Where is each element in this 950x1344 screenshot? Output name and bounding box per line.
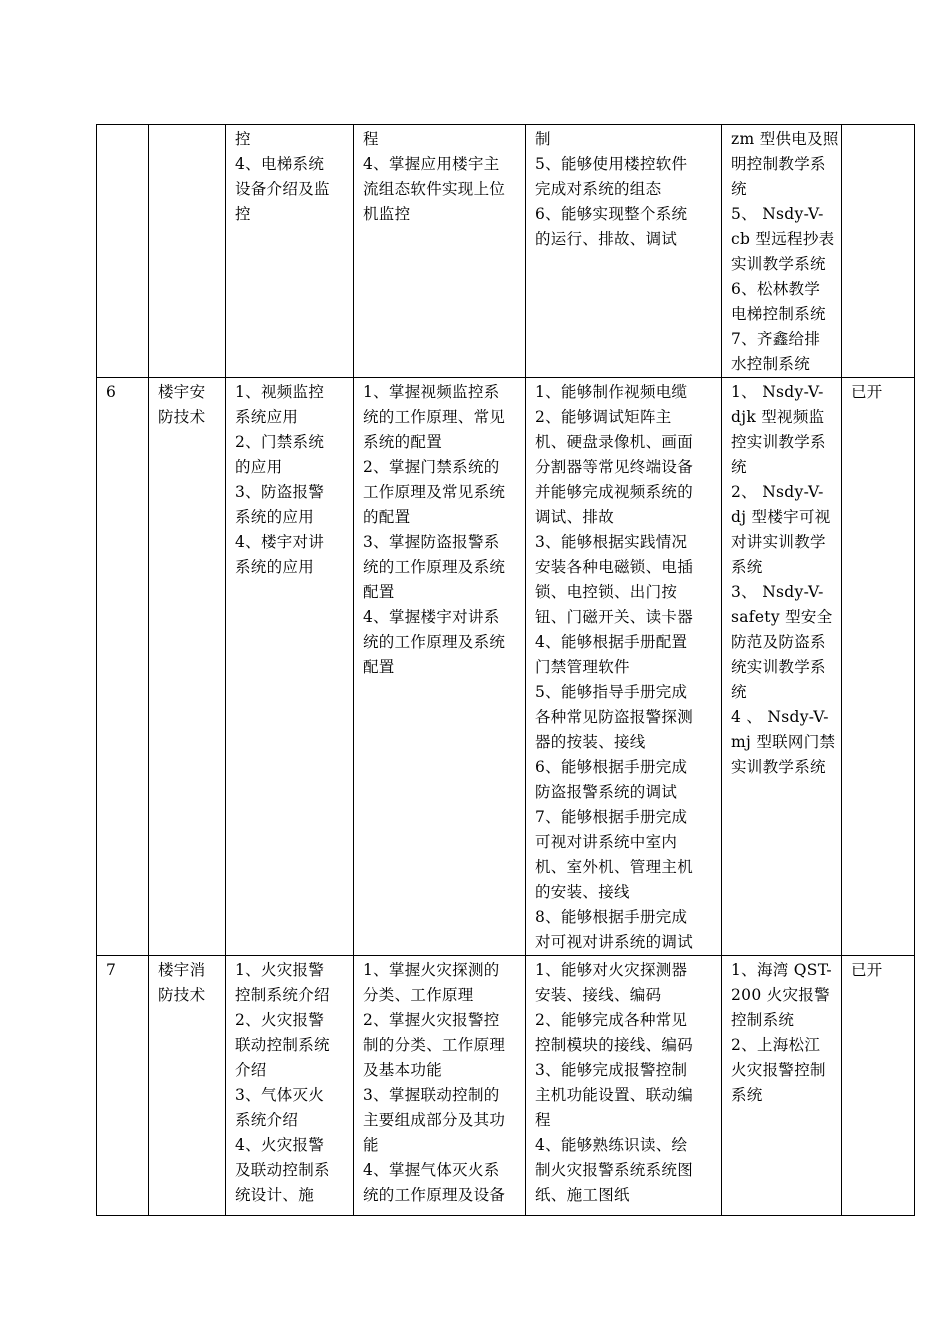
teaching-content-cell <box>226 378 354 956</box>
cell-line: 钮、门磁开关、读卡器 <box>535 608 694 626</box>
cell-line: 楼宇安 <box>158 383 206 401</box>
cell-line: 安装各种电磁锁、电插 <box>535 558 694 576</box>
cell-line: 防技术 <box>158 408 206 426</box>
cell-line: 门禁管理软件 <box>535 658 630 676</box>
cell-line: 设备介绍及监 <box>235 180 330 198</box>
cell-line: 系统的配置 <box>363 433 443 451</box>
cell-line: 电梯控制系统 <box>731 305 826 323</box>
cell-line: 系统介绍 <box>235 1111 299 1129</box>
cell-line: 制火灾报警系统系统图 <box>535 1161 694 1179</box>
cell-line: 5、能够指导手册完成 <box>535 683 688 701</box>
cell-line: 系统的应用 <box>235 508 315 526</box>
cell-line: 4、电梯系统 <box>235 155 325 173</box>
equipment-cell <box>722 956 842 1216</box>
cell-line: 4、掌握应用楼宇主 <box>363 155 500 173</box>
cell-line: 3、掌握防盗报警系 <box>363 533 500 551</box>
cell-line: 3、气体灭火 <box>235 1086 325 1104</box>
cell-line: 明控制教学系 <box>731 155 826 173</box>
status-cell: 已开 <box>842 956 915 1216</box>
skills-cell <box>526 378 722 956</box>
cell-line: 控 <box>235 130 251 148</box>
cell-line: 联动控制系统 <box>235 1036 330 1054</box>
cell-line: 3、 Nsdy-V- <box>731 583 824 601</box>
cell-line: 程 <box>363 130 379 148</box>
cell-line: 4、掌握楼宇对讲系 <box>363 608 500 626</box>
cell-line: 6、能够根据手册完成 <box>535 758 688 776</box>
cell-line: 的运行、排故、调试 <box>535 230 678 248</box>
table-row <box>97 956 915 1216</box>
cell-line: 防盗报警系统的调试 <box>535 783 678 801</box>
cell-line: 各种常见防盗报警探测 <box>535 708 694 726</box>
knowledge-cell <box>354 125 526 378</box>
cell-line: 6、能够实现整个系统 <box>535 205 688 223</box>
cell-line: djk 型视频监 <box>731 408 825 426</box>
equipment-cell <box>722 125 842 378</box>
cell-line: 器的按装、接线 <box>535 733 646 751</box>
cell-line: 4、掌握气体灭火系 <box>363 1161 500 1179</box>
cell-line: 3、掌握联动控制的 <box>363 1086 500 1104</box>
status-cell: 已开 <box>842 378 915 956</box>
cell-line: 控实训教学系 <box>731 433 826 451</box>
cell-line: 1、海湾 QST- <box>731 961 832 979</box>
cell-line: 的配置 <box>363 508 411 526</box>
cell-line: 主要组成部分及其功 <box>363 1111 506 1129</box>
cell-line: mj 型联网门禁 <box>731 733 836 751</box>
cell-line: 2、能够完成各种常见 <box>535 1011 688 1029</box>
cell-line: 统的工作原理、常见 <box>363 408 506 426</box>
cell-line: 2、上海松江 <box>731 1036 821 1054</box>
cell-line: 1、能够制作视频电缆 <box>535 383 688 401</box>
cell-line: 统的工作原理及设备 <box>363 1186 506 1204</box>
cell-line: 统设计、施 <box>235 1186 315 1204</box>
cell-line: 6、松林教学 <box>731 280 821 298</box>
cell-line: 火灾报警控制 <box>731 1061 826 1079</box>
cell-line: 主机功能设置、联动编 <box>535 1086 694 1104</box>
cell-line: 的安装、接线 <box>535 883 630 901</box>
teaching-content-cell <box>226 956 354 1216</box>
status-cell <box>842 125 915 378</box>
cell-line: 防范及防盗系 <box>731 633 826 651</box>
cell-line: 实训教学系统 <box>731 255 826 273</box>
cell-line: 实训教学系统 <box>731 758 826 776</box>
course-name-cell <box>149 125 226 378</box>
cell-line: 2、门禁系统 <box>235 433 325 451</box>
cell-line: 分类、工作原理 <box>363 986 474 1004</box>
cell-line: 3、防盗报警 <box>235 483 325 501</box>
cell-line: 4、楼宇对讲 <box>235 533 325 551</box>
cell-line: 配置 <box>363 658 395 676</box>
cell-line: 的应用 <box>235 458 283 476</box>
cell-line: 防技术 <box>158 986 206 1004</box>
course-name-cell <box>149 378 226 956</box>
skills-cell <box>526 125 722 378</box>
cell-line: zm 型供电及照 <box>731 130 839 148</box>
cell-line: 系统应用 <box>235 408 299 426</box>
skills-cell <box>526 956 722 1216</box>
knowledge-cell <box>354 378 526 956</box>
cell-line: 1、掌握视频监控系 <box>363 383 500 401</box>
cell-line: 统 <box>731 458 747 476</box>
cell-line: 1、掌握火灾探测的 <box>363 961 500 979</box>
cell-line: 8、能够根据手册完成 <box>535 908 688 926</box>
row-number-cell <box>97 125 149 378</box>
cell-line: 1、视频监控 <box>235 383 325 401</box>
cell-line: 1、 Nsdy-V- <box>731 383 824 401</box>
table-row <box>97 125 915 378</box>
cell-line: 2、 Nsdy-V- <box>731 483 824 501</box>
cell-line: 7、能够根据手册完成 <box>535 808 688 826</box>
cell-line: 1、能够对火灾探测器 <box>535 961 688 979</box>
table-row <box>97 378 915 956</box>
cell-line: 分割器等常见终端设备 <box>535 458 694 476</box>
teaching-content-cell <box>226 125 354 378</box>
cell-line: 程 <box>535 1111 551 1129</box>
row-number-cell: 7 <box>97 956 149 1216</box>
cell-line: 统 <box>731 180 747 198</box>
course-name-cell <box>149 956 226 1216</box>
cell-line: 2、掌握门禁系统的 <box>363 458 500 476</box>
cell-line: 统的工作原理及系统 <box>363 633 506 651</box>
cell-line: dj 型楼宇可视 <box>731 508 831 526</box>
cell-line: 5、能够使用楼控软件 <box>535 155 688 173</box>
cell-line: 能 <box>363 1136 379 1154</box>
cell-line: 介绍 <box>235 1061 267 1079</box>
cell-line: 锁、电控锁、出门按 <box>535 583 678 601</box>
cell-line: 完成对系统的组态 <box>535 180 662 198</box>
knowledge-cell <box>354 956 526 1216</box>
cell-line: 水控制系统 <box>731 355 811 373</box>
cell-line: 安装、接线、编码 <box>535 986 662 1004</box>
cell-line: 对可视对讲系统的调试 <box>535 933 694 951</box>
cell-line: 调试、排故 <box>535 508 615 526</box>
cell-line: 控 <box>235 205 251 223</box>
cell-line: safety 型安全 <box>731 608 833 626</box>
cell-line: 机、室外机、管理主机 <box>535 858 694 876</box>
cell-line: 系统的应用 <box>235 558 315 576</box>
cell-line: 7、齐鑫给排 <box>731 330 821 348</box>
cell-line: 机监控 <box>363 205 411 223</box>
cell-line: 楼宇消 <box>158 961 206 979</box>
cell-line: 4、能够熟练识读、绘 <box>535 1136 688 1154</box>
table-body <box>97 125 915 1216</box>
cell-line: 4、能够根据手册配置 <box>535 633 688 651</box>
cell-line: 并能够完成视频系统的 <box>535 483 694 501</box>
cell-line: 2、火灾报警 <box>235 1011 325 1029</box>
equipment-cell <box>722 378 842 956</box>
cell-line: 5、 Nsdy-V- <box>731 205 824 223</box>
row-number-cell: 6 <box>97 378 149 956</box>
cell-line: 及联动控制系 <box>235 1161 330 1179</box>
curriculum-table <box>96 124 915 1216</box>
cell-line: 可视对讲系统中室内 <box>535 833 678 851</box>
cell-line: 3、能够完成报警控制 <box>535 1061 688 1079</box>
cell-line: 4、火灾报警 <box>235 1136 325 1154</box>
cell-line: 200 火灾报警 <box>731 986 830 1004</box>
cell-line: 配置 <box>363 583 395 601</box>
cell-line: 系统 <box>731 558 763 576</box>
cell-line: 统 <box>731 683 747 701</box>
cell-line: 1、火灾报警 <box>235 961 325 979</box>
cell-line: 统实训教学系 <box>731 658 826 676</box>
cell-line: 机、硬盘录像机、画面 <box>535 433 694 451</box>
cell-line: 及基本功能 <box>363 1061 443 1079</box>
cell-line: 统的工作原理及系统 <box>363 558 506 576</box>
cell-line: 工作原理及常见系统 <box>363 483 506 501</box>
cell-line: 2、能够调试矩阵主 <box>535 408 672 426</box>
cell-line: 制 <box>535 130 551 148</box>
cell-line: 4 、 Nsdy-V- <box>731 708 829 726</box>
cell-line: 2、掌握火灾报警控 <box>363 1011 500 1029</box>
cell-line: 流组态软件实现上位 <box>363 180 506 198</box>
cell-line: 控制系统 <box>731 1011 795 1029</box>
cell-line: 系统 <box>731 1086 763 1104</box>
cell-line: 对讲实训教学 <box>731 533 826 551</box>
cell-line: 控制模块的接线、编码 <box>535 1036 694 1054</box>
cell-line: 制的分类、工作原理 <box>363 1036 506 1054</box>
cell-line: 3、能够根据实践情况 <box>535 533 688 551</box>
cell-line: cb 型远程抄表 <box>731 230 835 248</box>
cell-line: 控制系统介绍 <box>235 986 330 1004</box>
cell-line: 纸、施工图纸 <box>535 1186 630 1204</box>
